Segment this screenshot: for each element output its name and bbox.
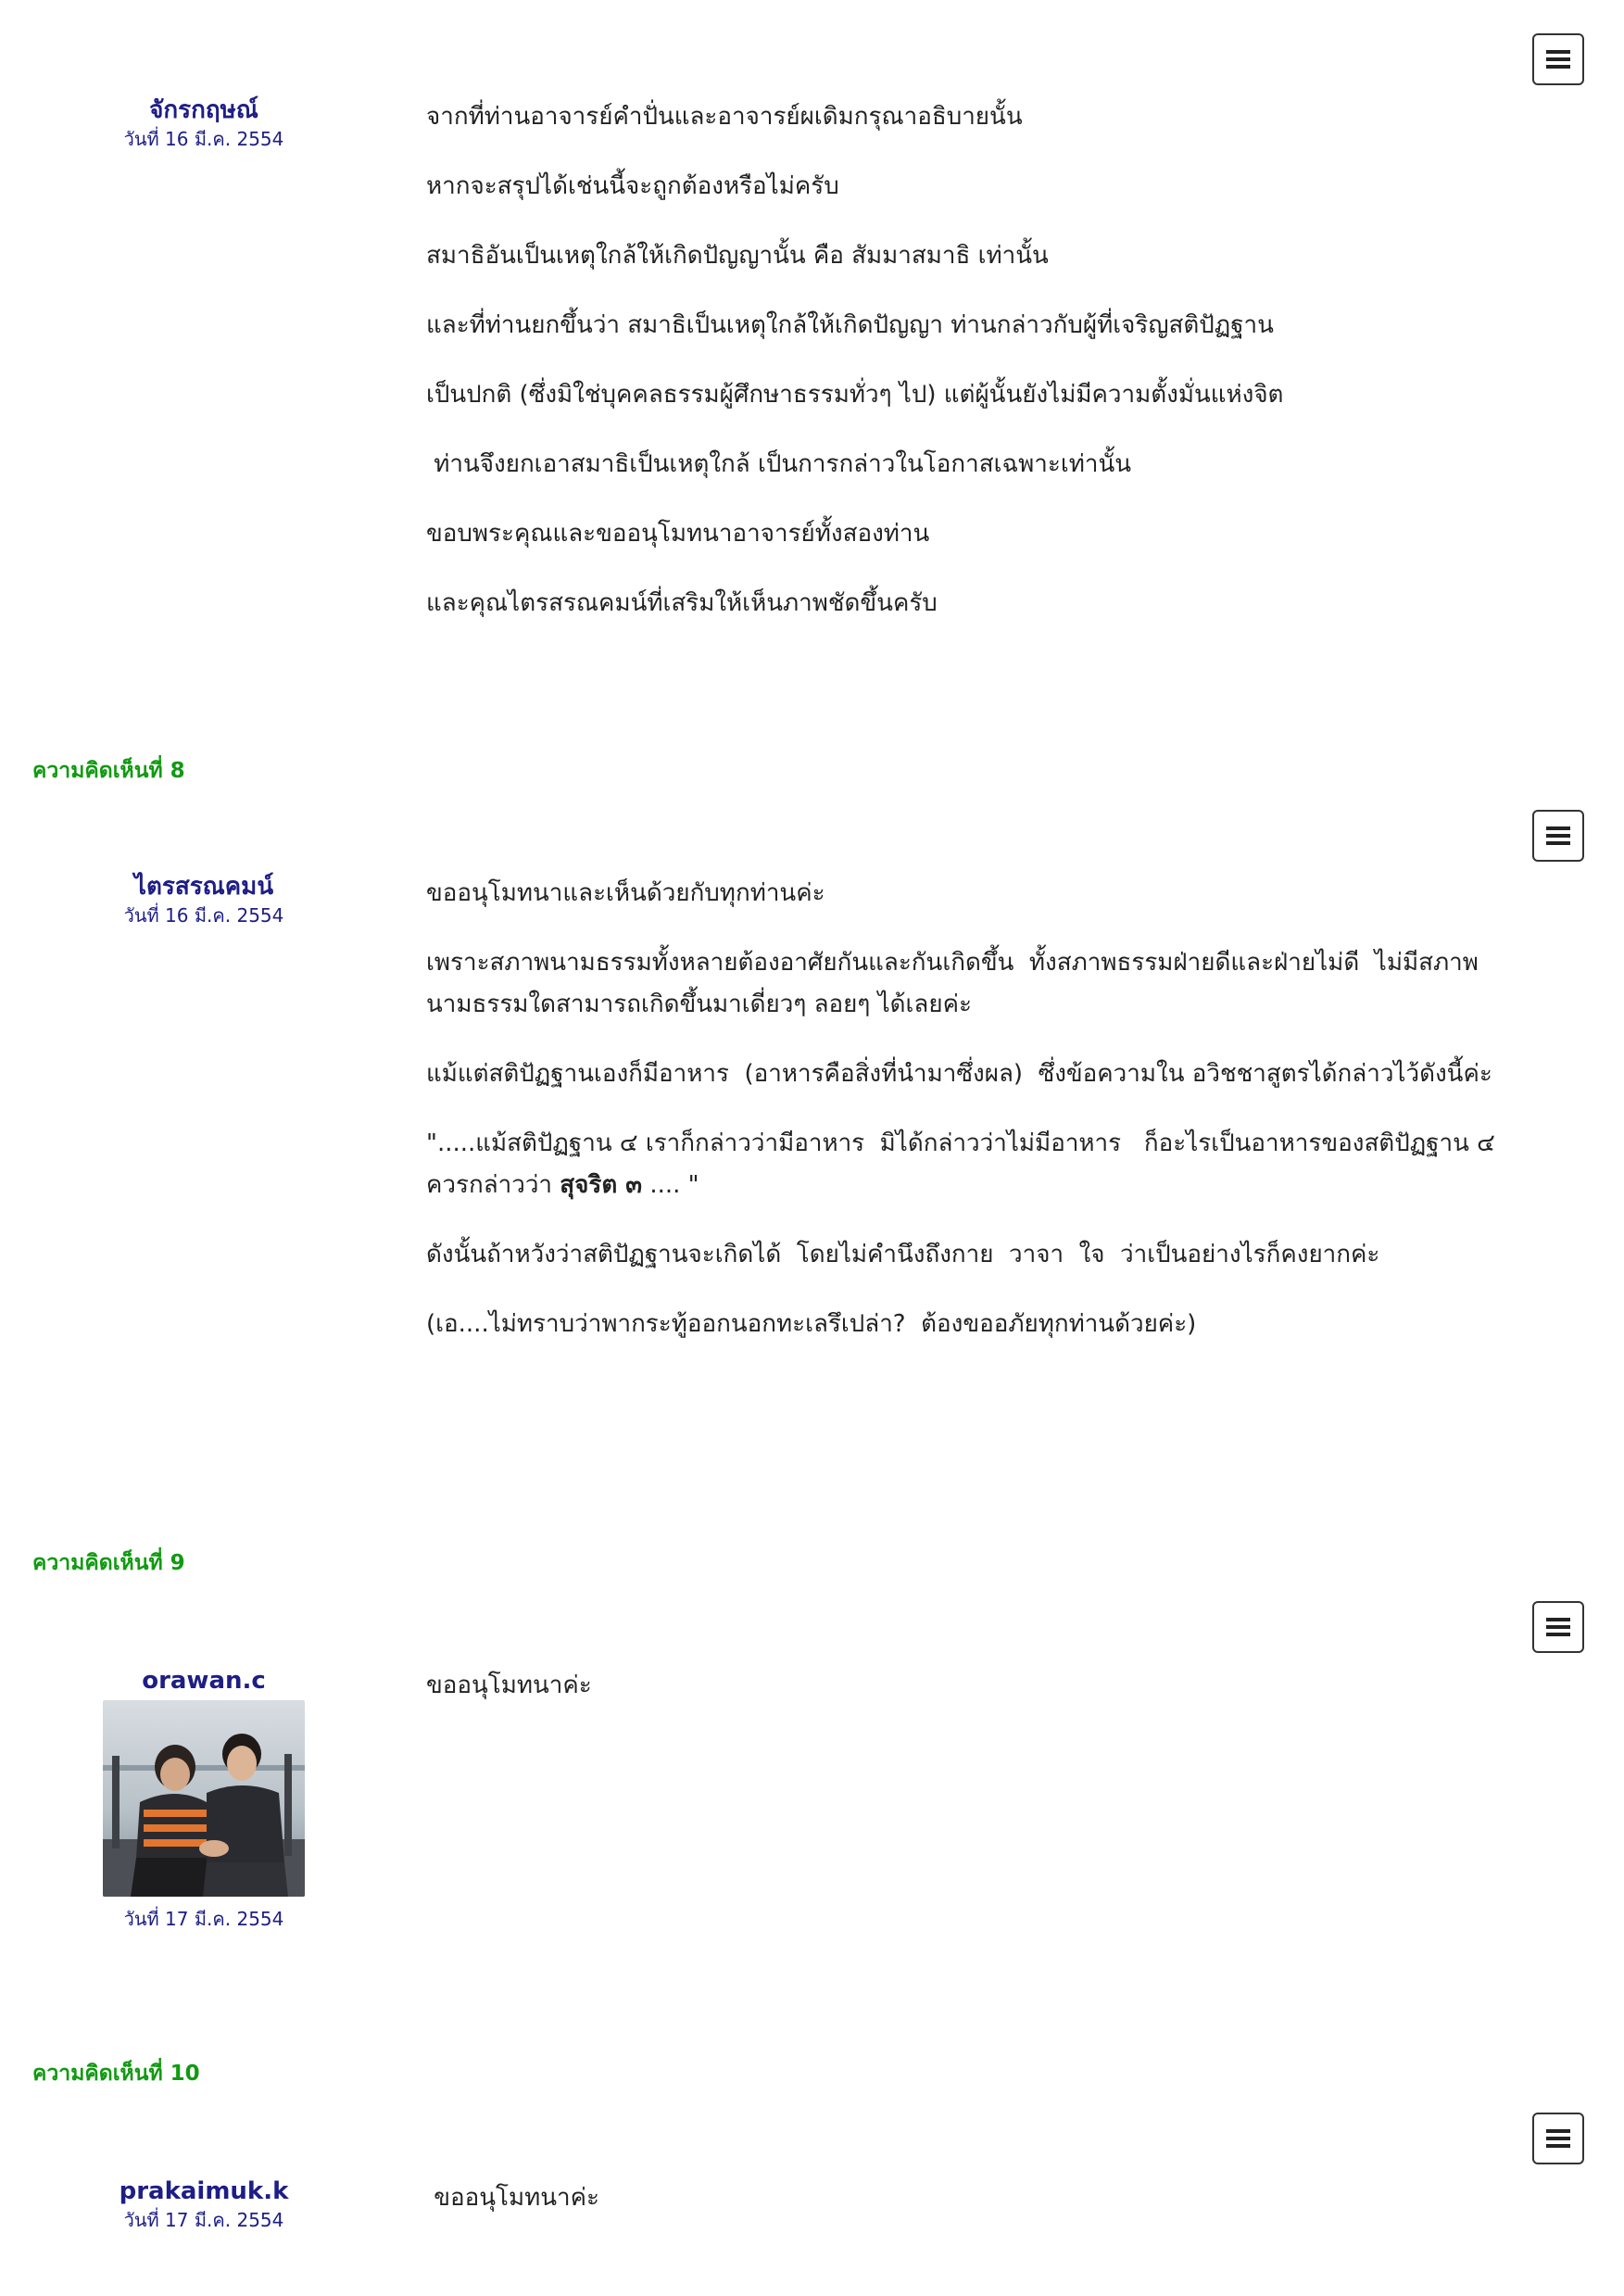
paragraph: เป็นปกติ (ซึ่งมิใช่บุคคลธรรมผู้ศึกษาธรรมทั่วๆ ไป) แต่ผู้นั้นยังไม่มีความตั้งมั่นแห่งจิต	[426, 381, 1284, 409]
author-info	[74, 871, 334, 928]
post-date: วันที่ 16 มี.ค. 2554	[123, 904, 284, 927]
paragraph: จากที่ท่านอาจารย์คำปั่นและอาจารย์ผเดิมกรุณาอธิบายนั้น	[426, 103, 1023, 131]
post-date: วันที่ 17 มี.ค. 2554	[123, 1908, 284, 1930]
post-date: วันที่ 17 มี.ค. 2554	[123, 2209, 284, 2231]
post-menu-button[interactable]	[1532, 33, 1584, 85]
paragraph: ขอบพระคุณและขออนุโมทนาอาจารย์ทั้งสองท่าน	[426, 520, 930, 548]
author-info	[74, 1665, 334, 1932]
post-menu-button[interactable]	[1532, 1601, 1584, 1653]
author-name[interactable]: prakaimuk.k	[119, 2177, 289, 2205]
paragraph: ดังนั้นถ้าหวังว่าสติปัฏฐานจะเกิดได้ โดยไม่คำนึงถึงกาย วาจา ใจ ว่าเป็นอย่างไรก็คงยากค่ะ	[426, 1241, 1380, 1268]
post-body	[426, 873, 1547, 1373]
author-name[interactable]: orawan.c	[142, 1667, 266, 1695]
comment-number-label[interactable]: ความคิดเห็นที่ 9	[32, 1551, 185, 1575]
author-info	[74, 95, 334, 152]
post-body	[426, 96, 1547, 652]
paragraph: เพราะสภาพนามธรรมทั้งหลายต้องอาศัยกันและกันเกิดขึ้น ทั้งสภาพธรรมฝ่ายดีและฝ่ายไม่ดี ไม่มีสภาพนามธรรมใดสามารถเกิดขึ้นมาเดี่ยวๆ ลอยๆ ได้เลยค่ะ	[426, 949, 1479, 1018]
author-name[interactable]: ไตรสรณคมน์	[133, 873, 274, 901]
paragraph: ขออนุโมทนาค่ะ	[426, 1672, 592, 1699]
post-date: วันที่ 16 มี.ค. 2554	[123, 128, 284, 150]
hamburger-menu-icon	[1546, 49, 1570, 69]
avatar-photo	[103, 1700, 305, 1897]
quote-bold-text: สุจริต ๓	[560, 1171, 643, 1199]
paragraph: และคุณไตรสรณคมน์ที่เสริมให้เห็นภาพชัดขึ้นครับ	[426, 589, 938, 617]
post-body	[426, 1665, 1547, 1735]
hamburger-menu-icon	[1546, 826, 1570, 846]
quote-paragraph	[426, 1123, 1547, 1206]
paragraph: สมาธิอันเป็นเหตุใกล้ให้เกิดปัญญานั้น คือ สัมมาสมาธิ เท่านั้น	[426, 242, 1049, 270]
paragraph: ขออนุโมทนาและเห็นด้วยกับทุกท่านค่ะ	[426, 879, 825, 907]
post-body	[426, 2177, 1547, 2247]
paragraph: (เอ....ไม่ทราบว่าพากระทู้ออกนอกทะเลรึเปล่า? ต้องขออภัยทุกท่านด้วยค่ะ)	[426, 1310, 1197, 1338]
paragraph: แม้แต่สติปัฏฐานเองก็มีอาหาร (อาหารคือสิ่งที่นำมาซึ่งผล) ซึ่งข้อความใน อวิชชาสูตรได้กล่าวไว้ดังนี้ค่ะ	[426, 1060, 1492, 1088]
post-menu-button[interactable]	[1532, 810, 1584, 862]
paragraph: ขออนุโมทนาค่ะ	[426, 2184, 600, 2212]
hamburger-menu-icon	[1546, 2128, 1570, 2149]
author-info	[74, 2176, 334, 2233]
quote-text-end: .... "	[642, 1171, 699, 1199]
paragraph: หากจะสรุปได้เช่นนี้จะถูกต้องหรือไม่ครับ	[426, 172, 839, 200]
paragraph: ท่านจึงยกเอาสมาธิเป็นเหตุใกล้ เป็นการกล่าวในโอกาสเฉพาะเท่านั้น	[426, 450, 1132, 478]
paragraph: และที่ท่านยกขึ้นว่า สมาธิเป็นเหตุใกล้ให้เกิดปัญญา ท่านกล่าวกับผู้ที่เจริญสติปัฏฐาน	[426, 311, 1274, 339]
avatar[interactable]	[103, 1700, 305, 1897]
comment-number-label[interactable]: ความคิดเห็นที่ 8	[32, 759, 185, 783]
comment-number-label[interactable]: ความคิดเห็นที่ 10	[32, 2062, 200, 2086]
quote-text: ".....แม้สติปัฏฐาน ๔ เราก็กล่าวว่ามีอาหาร มิได้กล่าวว่าไม่มีอาหาร ก็อะไรเป็นอาหารของสติปัฏฐาน ๔ ควรกล่าวว่า	[426, 1129, 1511, 1199]
author-name[interactable]: จักรกฤษณ์	[149, 96, 258, 124]
post-menu-button[interactable]	[1532, 2113, 1584, 2164]
hamburger-menu-icon	[1546, 1617, 1570, 1637]
